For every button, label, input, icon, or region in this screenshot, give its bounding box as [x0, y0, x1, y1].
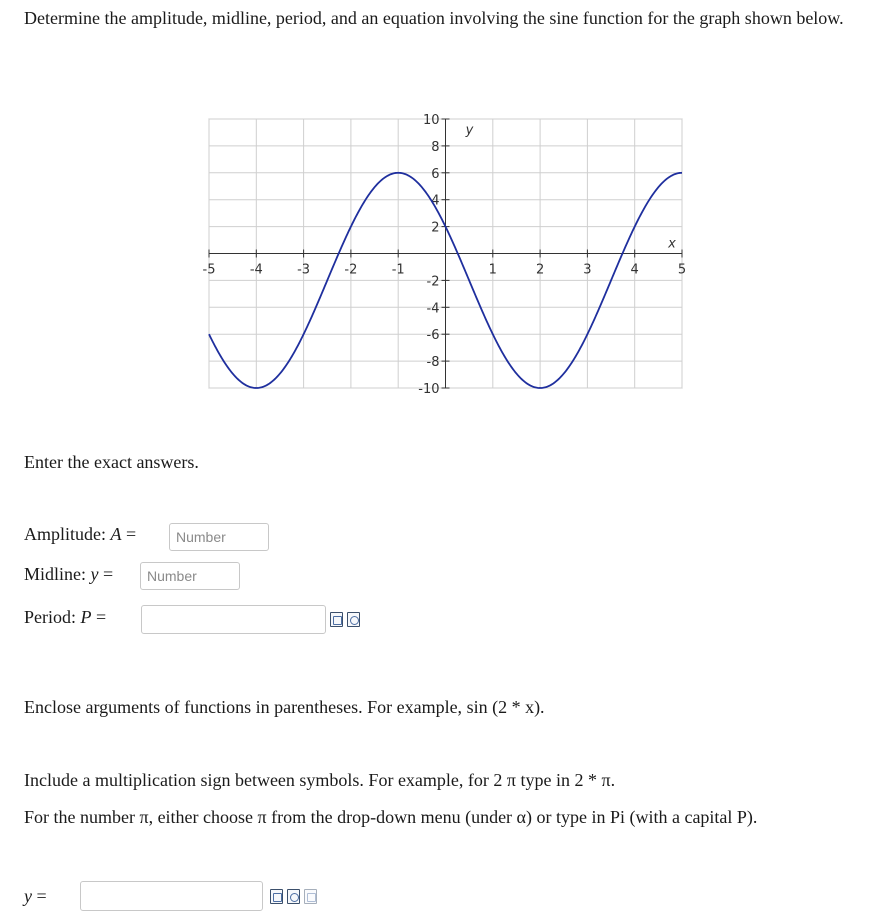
- exact-instructions: Enter the exact answers.: [24, 452, 199, 472]
- period-eq: =: [96, 607, 107, 627]
- y-tick-label: -10: [418, 382, 440, 397]
- amplitude-label: [24, 524, 136, 545]
- period-equation-input[interactable]: [141, 605, 326, 634]
- period-label-text: Period:: [24, 607, 76, 627]
- preview-icon[interactable]: [270, 889, 283, 904]
- preview-icon[interactable]: [330, 612, 343, 627]
- question-prompt: Determine the amplitude, midline, period, and an equation involving the sine function for the graph shown below.: [24, 8, 844, 28]
- parentheses-hint: [24, 697, 545, 718]
- symbol-icon[interactable]: [347, 612, 360, 627]
- midline-var: y: [90, 564, 99, 584]
- y-tick-label: -8: [426, 355, 440, 371]
- period-label: [24, 607, 106, 628]
- amplitude-var: A: [110, 524, 122, 544]
- midline-label-text: Midline:: [24, 564, 86, 584]
- y-tick-label: 8: [431, 139, 440, 155]
- y-axis-label: y: [465, 123, 474, 138]
- midline-input[interactable]: [140, 562, 240, 590]
- midline-label: [24, 564, 113, 585]
- x-tick-label: -4: [249, 262, 263, 278]
- multiplication-hint-text: Include a multiplication sign between symbols. For example, for 2 π type in: [24, 770, 570, 790]
- graph-axes: [209, 119, 682, 388]
- x-tick-label: 4: [630, 262, 639, 278]
- multiplication-hint: [24, 770, 615, 791]
- x-tick-label: -3: [297, 262, 311, 278]
- y-tick-label: -2: [426, 274, 440, 290]
- period-var: P: [80, 607, 92, 627]
- y-tick-label: 2: [431, 220, 440, 236]
- y-tick-label: -6: [426, 328, 440, 344]
- sine-graph: [190, 105, 690, 400]
- parentheses-example: sin (2 * x).: [466, 697, 545, 717]
- x-tick-label: 1: [488, 262, 497, 278]
- x-tick-label: -5: [202, 262, 216, 278]
- amplitude-label-text: Amplitude:: [24, 524, 106, 544]
- graph-ticks: [203, 113, 687, 397]
- parentheses-hint-text: Enclose arguments of functions in parentheses. For example,: [24, 697, 463, 717]
- equation-var: y: [24, 886, 32, 906]
- y-tick-label: 4: [431, 193, 440, 209]
- x-tick-label: -1: [391, 262, 405, 278]
- equation-input[interactable]: [80, 881, 263, 911]
- x-tick-label: -2: [344, 262, 358, 278]
- y-tick-label: -4: [426, 301, 440, 317]
- amplitude-input[interactable]: [169, 523, 269, 551]
- amplitude-eq: =: [126, 524, 137, 544]
- symbol-icon[interactable]: [287, 889, 300, 904]
- x-tick-label: 2: [535, 262, 545, 278]
- x-tick-label: 5: [677, 262, 687, 278]
- y-tick-label: 6: [431, 166, 440, 182]
- y-tick-label: 10: [422, 113, 440, 128]
- pi-hint: For the number π, either choose π from the drop-down menu (under α) or type in Pi (with a capital P).: [24, 807, 758, 827]
- help-icon[interactable]: [304, 889, 317, 904]
- midline-eq: =: [103, 564, 114, 584]
- multiplication-example: 2 * π.: [574, 770, 616, 790]
- equation-eq: =: [36, 886, 47, 906]
- x-axis-label: x: [668, 236, 676, 252]
- x-tick-label: 3: [583, 262, 592, 278]
